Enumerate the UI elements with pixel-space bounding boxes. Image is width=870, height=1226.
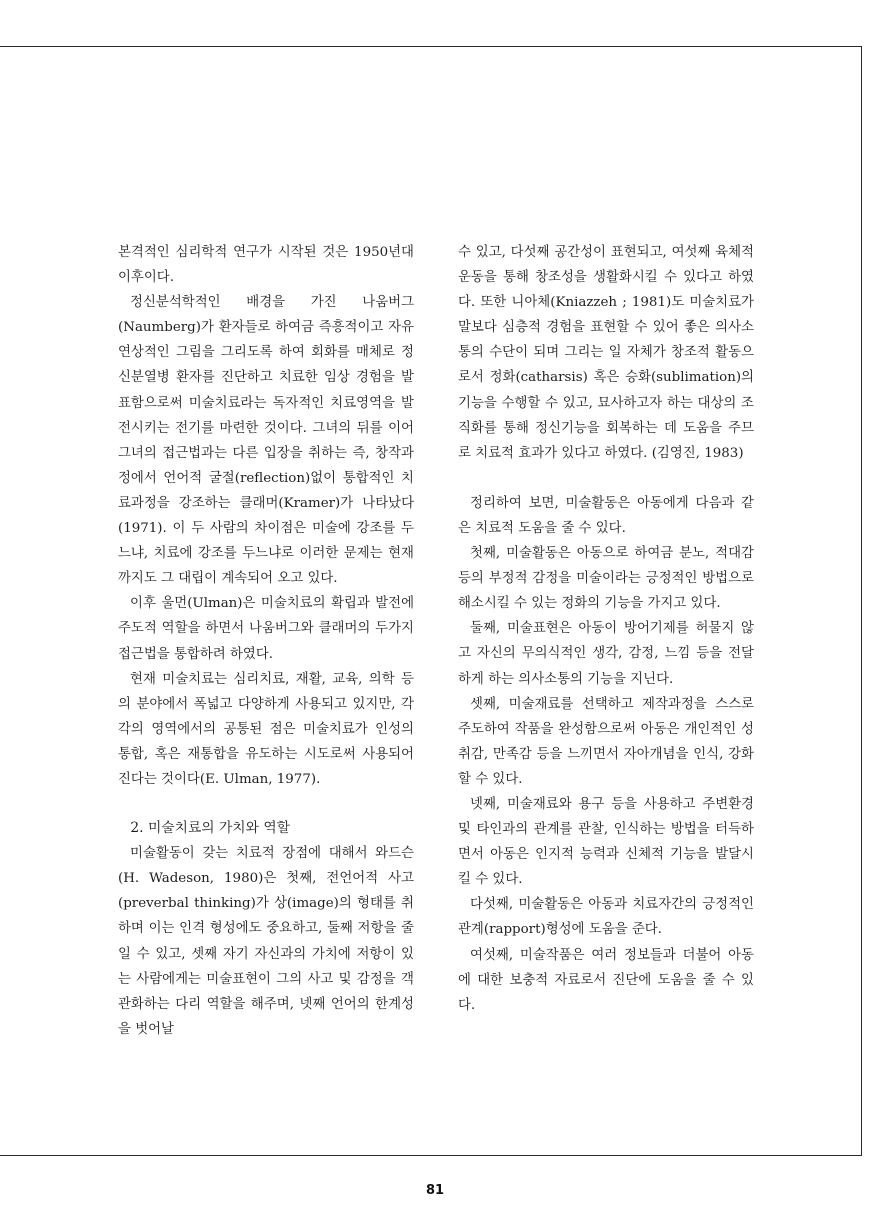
paragraph-opening: 본격적인 심리학적 연구가 시작된 것은 1950년대 이후이다. <box>118 245 414 286</box>
list-item-first: 첫째, 미술활동은 아동으로 하여금 분노, 적대감 등의 부정적 감정을 미술이라는 긍정적인 방법으로 해소시킬 수 있는 정화의 기능을 가지고 있다. <box>458 546 754 612</box>
right-column <box>458 240 754 1018</box>
page-number: 81 <box>425 1183 445 1198</box>
paragraph-current-art-therapy: 현재 미술치료는 심리치료, 재활, 교육, 의학 등의 분야에서 폭넓고 다양하게 사용되고 있지만, 각각의 영역에서의 공통된 점은 미술치료가 인성의 통합, 혹은 재통합을 유도하는 시도로써 사용되어진다는 것이다(E. Ulman, 1977). <box>118 671 414 787</box>
list-item-second: 둘째, 미술표현은 아동이 방어기제를 허물지 않고 자신의 무의식적인 생각, 감정, 느낌 등을 전달하게 하는 의사소통의 기능을 지닌다. <box>458 621 754 687</box>
list-item-sixth: 여섯째, 미술작품은 여러 정보들과 더불어 아동에 대한 보충적 자료로서 진단에 도움을 줄 수 있다. <box>458 947 754 1013</box>
left-column <box>118 240 414 1042</box>
section-heading: 2. 미술치료의 가치와 역할 <box>130 820 291 837</box>
paragraph-wadeson: 미술활동이 갖는 치료적 장점에 대해서 와드슨(H. Wadeson, 1980)은 첫째, 전언어적 사고(preverbal thinking)가 상(image)의 형태를 취하며 이는 인격 형성에도 중요하고, 둘째 저항을 줄일 수 있고, 셋째 자기 자신과의 가치에 저항이 있는 사람에게는 미술표현이 그의 사고 및 감정을 객관화하는 다리 역할을 해주며, 넷째 언어의 한계성을 벗어날 <box>118 846 414 1037</box>
paragraph-ulman: 이후 울먼(Ulman)은 미술치료의 확립과 발전에 주도적 역할을 하면서 나움버그와 클래머의 두가지 접근법을 통합하려 하였다. <box>118 596 414 662</box>
list-item-fifth: 다섯째, 미술활동은 아동과 치료자간의 긍정적인 관계(rapport)형성에 도움을 준다. <box>458 897 754 938</box>
paragraph-continuation: 수 있고, 다섯째 공간성이 표현되고, 여섯째 육체적 운동을 통해 창조성을 생활화시킬 수 있다고 하였다. 또한 니아체(Kniazzeh ; 1981)도 미술치료가 말보다 심층적 경험을 표현할 수 있어 좋은 의사소통의 수단이 되며 그리는 일 자체가 창조적 활동으로서 정화(catharsis) 혹은 승화(sublimation)의 기능을 수행할 수 있고, 묘사하고자 하는 대상의 조직화를 통해 정신기능을 회복하는 데 도움을 주므로 치료적 효과가 있다고 하였다. (김영진, 1983) <box>458 245 754 461</box>
paragraph-summary-intro: 정리하여 보면, 미술활동은 아동에게 다음과 같은 치료적 도움을 줄 수 있다. <box>458 495 754 536</box>
paragraph-naumberg: 정신분석학적인 배경을 가진 나움버그(Naumberg)가 환자들로 하여금 즉흥적이고 자유연상적인 그림을 그리도록 하여 회화를 매체로 정신분열병 환자를 진단하고 치료한 임상 경험을 발표함으로써 미술치료라는 독자적인 치료영역을 발전시키는 전기를 마련한 것이다. 그녀의 뒤를 이어 그녀의 접근법과는 다른 입장을 취하는 즉, 창작과정에서 언어적 굴절(reflection)없이 통합적인 치료과정을 강조하는 클래머(Kramer)가 나타났다(1971). 이 두 사람의 차이점은 미술에 강조를 두느냐, 치료에 강조를 두느냐로 이러한 문제는 현재까지도 그 대립이 계속되어 오고 있다. <box>118 295 414 587</box>
list-item-third: 셋째, 미술재료를 선택하고 제작과정을 스스로 주도하여 작품을 완성함으로써 아동은 개인적인 성취감, 만족감 등을 느끼면서 자아개념을 인식, 강화할 수 있다. <box>458 696 754 787</box>
list-item-fourth: 넷째, 미술재료와 용구 등을 사용하고 주변환경 및 타인과의 관계를 관찰, 인식하는 방법을 터득하면서 아동은 인지적 능력과 신체적 기능을 발달시킬 수 있다. <box>458 796 754 888</box>
